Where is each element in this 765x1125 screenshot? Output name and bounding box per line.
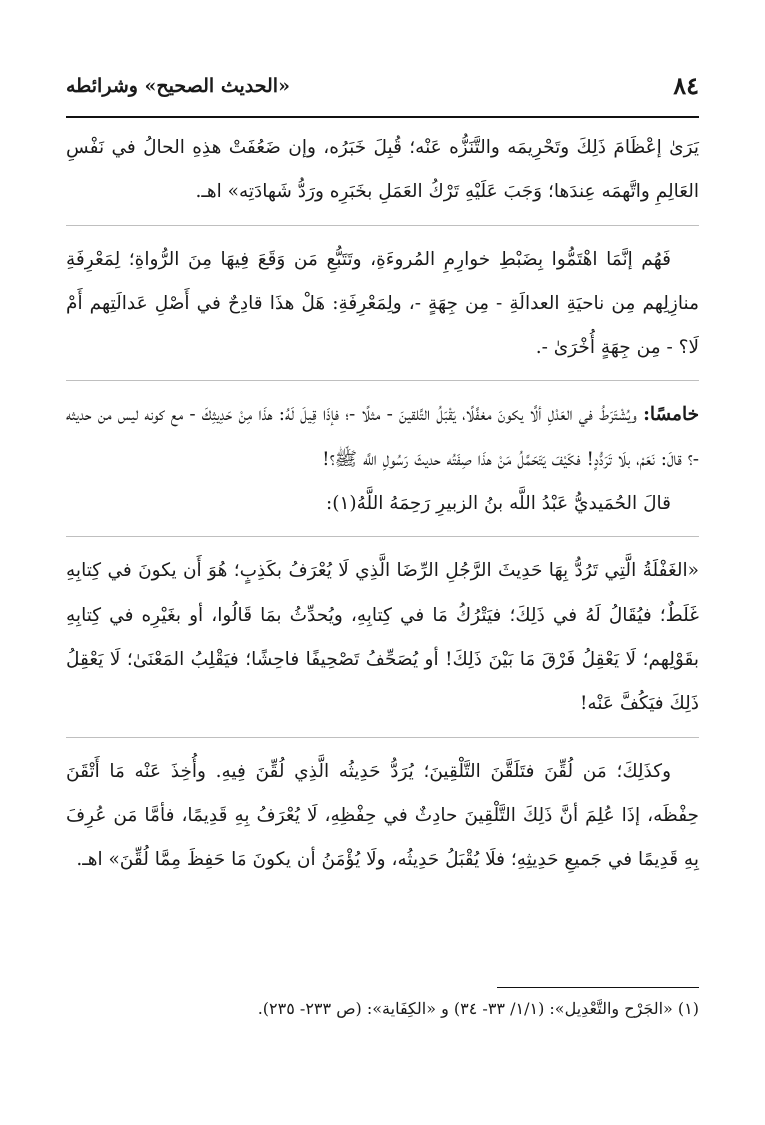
footnote-rule bbox=[497, 987, 699, 988]
paragraph-separator bbox=[66, 380, 699, 381]
paragraph-khamisan bbox=[66, 393, 699, 482]
paragraph-separator bbox=[66, 737, 699, 738]
paragraph-1: يَرَىٰ إعْظَامَ ذَلِكَ وتَحْرِيمَه والتَّنَزُّه عَنْه؛ قُبِلَ خَبَرُه، وإن ضَعُفَتْ هذِهِ الحالُ في نَفْسِ العَالِمِ واتَّهمَه عِندَها؛ وَجَبَ عَلَيْهِ تَرْكُ العَمَلِ بخَبَرِه ورَدُّ شَهادَتِه» اهـ. bbox=[66, 137, 699, 203]
header-rule bbox=[66, 116, 699, 118]
khamisan-lead: ويُشْتَرَطُ في العَدْلِ ألَّا يكونَ bbox=[497, 404, 637, 426]
khamisan-text: مغفَّلًا، يَقْبَلُ التَّلقينَ - مثلًا -؛ فإذَا قِيلَ لَهُ: هذَا مِنْ حَدِيثِكَ - مع كونه ليس من حديثه -؟ قالَ: نَعَمْ، بلَا تَرَدُّدٍ! فكَيْفَ يَتَحَمَّلُ مَنْ هذَا صِفَتُه حديثَ رَسُولِ اللَّه ﷺ؟! bbox=[66, 404, 699, 470]
running-title: «الحديث الصحيح» وشرائطه bbox=[66, 75, 290, 97]
paragraph-separator bbox=[66, 536, 699, 537]
paragraph-separator bbox=[66, 225, 699, 226]
paragraph-2: فَهُم إنَّمَا اهْتَمُّوا بِضَبْطِ خوارِمِ المُروءَةِ، وتَتَبُّعِ مَن وَقَعَ فِيهَا مِنَ الرُّواةِ؛ لِمَعْرِفَةِ منازِلِهم مِن ناحيَةِ العدالَةِ - مِن جِهَةٍ -، ولِمَعْرِفَةِ: هَلْ هذَا قادِحٌ في أَصْلِ عَدالَتِهم أَمْ لَا؟ - مِن جِهَةٍ أُخْرَىٰ -. bbox=[66, 248, 699, 359]
paragraph-quote-1: «الغَفْلَةُ الَّتِي تَرُدُّ بِهَا حَدِيثَ الرَّجُلِ الرِّضَا الَّذِي لَا يُعْرَفُ بكَذِبٍ؛ هُوَ أَن يكونَ في كِتابِهِ غَلَطٌ؛ فيُقَالُ لَهُ في ذَلِكَ؛ فيَتْرُكُ مَا في كِتابِهِ، ويُحدِّثُ بمَا قَالُوا، أو بغَيْرِه في كِتابِهِ بقَوْلِهم؛ لَا يَعْقِلُ فَرْقَ مَا بَيْنَ ذَلِكَ! أو يُصَحِّفُ تَصْحِيفًا فاحِشًا؛ فيَقْلِبُ المَعْنَىٰ؛ لَا يَعْقِلُ ذَلِكَ فيَكُفَّ عَنْه! bbox=[66, 560, 699, 715]
paragraph-quote-2: وكذَلِكَ؛ مَن لُقِّنَ فتَلَقَّنَ التَّلْقِينَ؛ يُرَدُّ حَدِيثُه الَّذِي لُقِّنَ فِيهِ. وأُخِذَ عَنْه مَا أَتْقَنَ حِفْظَه، إذَا عُلِمَ أنَّ ذَلِكَ التَّلْقِينَ حادِثٌ في حِفْظِهِ، لَا يُعْرَفُ بِهِ قَدِيمًا، فأمَّا مَن عُرِفَ بِهِ قَدِيمًا في جَميعِ حَدِيثِهِ؛ فلَا يُقْبَلُ حَدِيثُه، ولَا يُؤْمَنُ أن يكونَ مَا حَفِظَ مِمَّا لُقِّنَ» اهـ. bbox=[66, 760, 699, 871]
paragraph-humaydi: قالَ الحُمَيديُّ عَبْدُ اللَّه بنُ الزبيرِ رَحِمَهُ اللَّهُ(١): bbox=[326, 493, 671, 515]
page-header bbox=[66, 68, 699, 104]
footnote: (١) «الجَرْح والتَّعْدِيل»: (١/١/ ٣٣- ٣٤) و «الكِفَاية»: (ص ٢٣٣- ٢٣٥). bbox=[257, 999, 699, 1018]
khamisan-label: خامسًا: bbox=[643, 404, 700, 426]
page-number: ٨٤ bbox=[673, 71, 699, 100]
main-text bbox=[66, 126, 699, 882]
